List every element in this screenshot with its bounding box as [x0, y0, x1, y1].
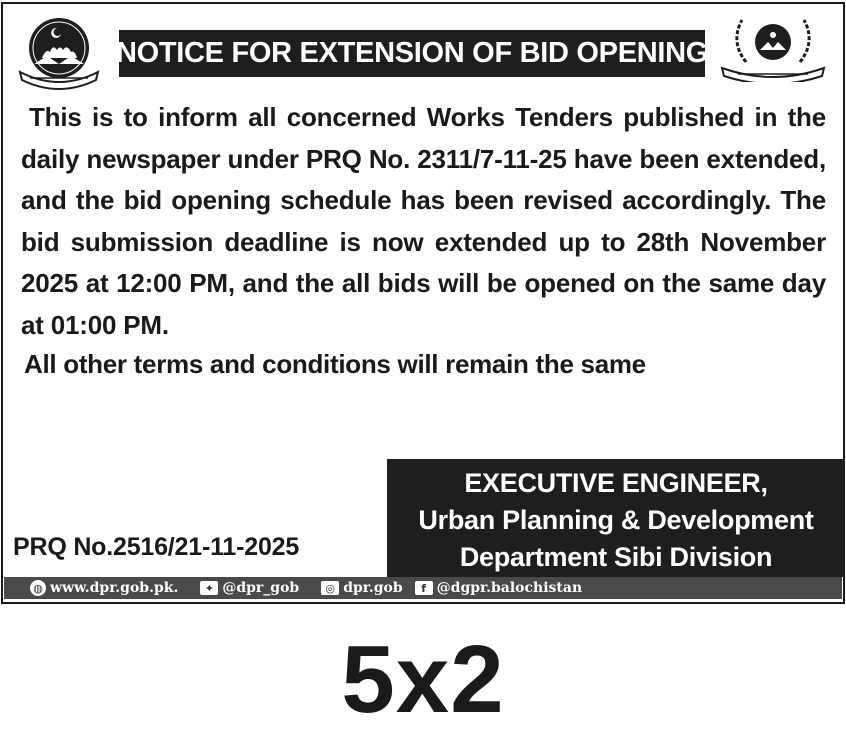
balochistan-emblem-icon	[12, 12, 106, 90]
notice-title: NOTICE FOR EXTENSION OF BID OPENING	[119, 30, 705, 77]
signature-division: Department Sibi Division	[459, 542, 773, 572]
body-paragraph: This is to inform all concerned Works Tenders published in the daily newspaper under PRQ No. 2311/7-11-25 have been extended, and the bid opening schedule has been revised accordingly. The bid submission deadline is now extended up to 28th November 2025 at 12:00 PM, and the all bids will be opened on the same day at 01:00 PM.	[21, 102, 826, 340]
closing-line: All other terms and conditions will remain the same	[24, 349, 646, 379]
signature-department: Urban Planning & Development	[418, 505, 814, 535]
signature-block	[387, 459, 845, 577]
department-emblem-icon	[716, 12, 830, 82]
footer-twitter[interactable]	[200, 580, 299, 596]
twitter-text: @dpr_gob	[222, 580, 300, 596]
signature-title: EXECUTIVE ENGINEER,	[464, 468, 768, 498]
ad-size-label: 5x2	[341, 626, 505, 733]
globe-icon: ◍	[30, 580, 46, 596]
footer-facebook[interactable]	[415, 580, 582, 596]
notice-body	[21, 97, 826, 346]
website-text: www.dpr.gob.pk.	[50, 580, 179, 596]
twitter-icon: ✦	[200, 581, 218, 595]
instagram-icon: ◎	[321, 581, 339, 595]
footer-bar	[4, 577, 842, 599]
prq-number: PRQ No.2516/21-11-2025	[13, 533, 300, 561]
facebook-icon: f	[415, 581, 433, 595]
instagram-text: dpr.gob	[343, 580, 403, 596]
footer-website[interactable]	[30, 580, 178, 596]
footer-instagram[interactable]	[321, 580, 402, 596]
facebook-text: @dgpr.balochistan	[436, 580, 583, 596]
